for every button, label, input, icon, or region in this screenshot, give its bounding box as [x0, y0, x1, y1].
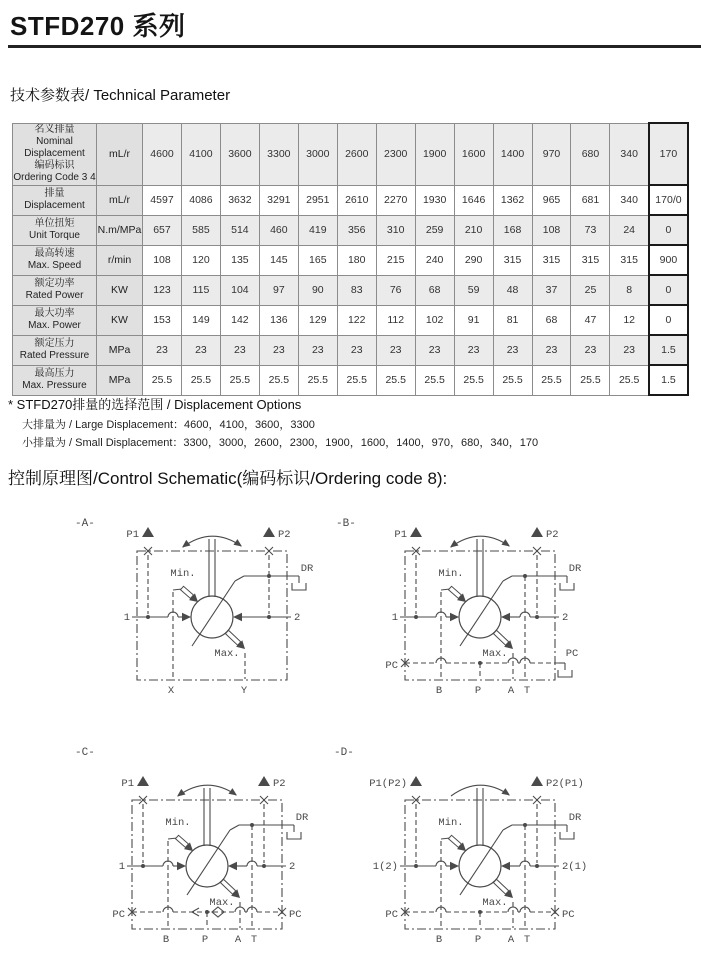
value-cell: 2300 — [376, 123, 415, 185]
p2-port-label: P2 — [546, 529, 559, 541]
p1-port-label: P1 — [121, 778, 134, 790]
bottom-port-label: P — [474, 685, 482, 697]
value-cell: 315 — [610, 245, 649, 275]
table-row — [13, 215, 689, 245]
row-label-line: Unit Torque — [29, 230, 80, 241]
bottom-port-label: P — [201, 934, 209, 946]
value-cell: 0 — [649, 305, 688, 335]
value-cell: 25.5 — [415, 365, 454, 395]
value-cell: 68 — [415, 275, 454, 305]
bottom-port-label: B — [435, 685, 443, 697]
value-cell: 1646 — [454, 185, 493, 215]
row-label-cell — [13, 275, 97, 305]
row-label-line: Max. Speed — [27, 260, 82, 271]
pc-right-label: PC — [565, 648, 579, 660]
bottom-port-label: A — [507, 934, 515, 946]
pc-right-label: PC — [289, 909, 302, 921]
value-cell: 25.5 — [181, 365, 220, 395]
value-cell: 108 — [143, 245, 182, 275]
dr-port-label: DR — [300, 563, 314, 575]
value-cell: 2610 — [337, 185, 376, 215]
tech-param-heading: 技术参数表/ Technical Parameter — [10, 87, 231, 104]
bottom-port-label: Y — [240, 685, 248, 697]
value-cell: 3000 — [298, 123, 337, 185]
value-cell: 23 — [610, 335, 649, 365]
note-small-displacement: 小排量为 / Small Displacement：3300，3000，2600，2300，1900，1600，1400，970，680，340，170 — [22, 437, 539, 449]
schematic-graphics — [385, 527, 582, 697]
value-cell: 25.5 — [571, 365, 610, 395]
p1-port-label: P1(P2) — [369, 778, 407, 790]
value-cell: 2951 — [298, 185, 337, 215]
value-cell: 142 — [220, 305, 259, 335]
value-cell: 1930 — [415, 185, 454, 215]
p1-port-label: P1 — [394, 529, 407, 541]
bottom-port-label: P — [474, 934, 482, 946]
row-label-cell — [13, 215, 97, 245]
page-title: STFD270 系列 — [10, 11, 186, 41]
value-cell: 102 — [415, 305, 454, 335]
value-cell: 210 — [454, 215, 493, 245]
schematic-cell-c — [55, 745, 355, 980]
pc-left-label: PC — [112, 909, 125, 921]
value-cell: 315 — [532, 245, 571, 275]
row-label-line: 额定功率 — [34, 277, 75, 289]
value-cell: 3291 — [259, 185, 298, 215]
row-unit-cell: KW — [97, 305, 143, 335]
value-cell: 37 — [532, 275, 571, 305]
bottom-port-label: B — [435, 934, 443, 946]
row-label-line: 最高转速 — [34, 247, 75, 259]
port-left-label: 1 — [391, 612, 398, 624]
value-cell: 419 — [298, 215, 337, 245]
value-cell: 97 — [259, 275, 298, 305]
row-label-line: Nominal — [36, 135, 73, 147]
bottom-port-label: T — [523, 934, 531, 946]
value-cell: 585 — [181, 215, 220, 245]
table-row — [13, 305, 689, 335]
row-label-cell — [13, 245, 97, 275]
value-cell: 259 — [415, 215, 454, 245]
value-cell: 681 — [571, 185, 610, 215]
row-label-line: 额定压力 — [34, 337, 75, 349]
bottom-port-label: X — [167, 685, 175, 697]
value-cell: 68 — [532, 305, 571, 335]
value-cell: 23 — [454, 335, 493, 365]
value-cell: 1600 — [454, 123, 493, 185]
table-row — [13, 335, 689, 365]
value-cell: 108 — [532, 215, 571, 245]
schematic-graphics — [369, 776, 587, 946]
value-cell: 1900 — [415, 123, 454, 185]
value-cell: 1.5 — [649, 335, 688, 365]
value-cell: 165 — [298, 245, 337, 275]
min-label: Min. — [438, 817, 464, 829]
bottom-port-label: A — [507, 685, 515, 697]
p2-port-label: P2 — [273, 778, 286, 790]
schematic-drawing — [92, 762, 332, 958]
value-cell: 129 — [298, 305, 337, 335]
value-cell: 657 — [143, 215, 182, 245]
value-cell: 340 — [610, 185, 649, 215]
value-cell: 4100 — [181, 123, 220, 185]
value-cell: 81 — [493, 305, 532, 335]
row-label-line: Rated Pressure — [19, 350, 90, 361]
value-cell: 135 — [220, 245, 259, 275]
row-unit-cell: mL/r — [97, 123, 143, 185]
value-cell: 123 — [143, 275, 182, 305]
value-cell: 290 — [454, 245, 493, 275]
value-cell: 3600 — [220, 123, 259, 185]
row-unit-cell: N.m/MPa — [97, 215, 143, 245]
value-cell: 900 — [649, 245, 688, 275]
row-label-line: Max. Power — [28, 320, 81, 331]
row-unit-cell: MPa — [97, 365, 143, 395]
row-label-cell — [13, 305, 97, 335]
row-unit-cell: mL/r — [97, 185, 143, 215]
value-cell: 1400 — [493, 123, 532, 185]
row-unit-cell: MPa — [97, 335, 143, 365]
max-label: Max. — [482, 648, 508, 660]
bottom-port-label: T — [250, 934, 258, 946]
value-cell: 2270 — [376, 185, 415, 215]
p2-port-label: P2(P1) — [546, 778, 584, 790]
value-cell: 153 — [143, 305, 182, 335]
value-cell: 3632 — [220, 185, 259, 215]
value-cell: 340 — [610, 123, 649, 185]
bottom-port-label: A — [234, 934, 242, 946]
schematic-graphics — [124, 527, 314, 697]
max-label: Max. — [214, 648, 240, 660]
value-cell: 965 — [532, 185, 571, 215]
value-cell: 4086 — [181, 185, 220, 215]
row-label-cell — [13, 185, 97, 215]
value-cell: 4597 — [143, 185, 182, 215]
value-cell: 59 — [454, 275, 493, 305]
value-cell: 90 — [298, 275, 337, 305]
value-cell: 180 — [337, 245, 376, 275]
value-cell: 25 — [571, 275, 610, 305]
schematic-cell-d — [328, 745, 628, 980]
schematic-heading: 控制原理图/Control Schematic(编码标识/Ordering code 8): — [8, 469, 448, 488]
value-cell: 2600 — [337, 123, 376, 185]
max-label: Max. — [482, 897, 508, 909]
variant-label: -C- — [75, 747, 95, 759]
variant-label: -D- — [334, 747, 354, 759]
port-right-label: 2 — [562, 612, 569, 624]
value-cell: 24 — [610, 215, 649, 245]
p1-port-label: P1 — [126, 529, 139, 541]
value-cell: 120 — [181, 245, 220, 275]
value-cell: 240 — [415, 245, 454, 275]
value-cell: 83 — [337, 275, 376, 305]
port-left-label: 1 — [123, 612, 130, 624]
bottom-port-label: B — [162, 934, 170, 946]
port-right-label: 2(1) — [562, 861, 588, 873]
value-cell: 25.5 — [259, 365, 298, 395]
value-cell: 0 — [649, 215, 688, 245]
value-cell: 25.5 — [298, 365, 337, 395]
value-cell: 25.5 — [337, 365, 376, 395]
value-cell: 8 — [610, 275, 649, 305]
value-cell: 23 — [415, 335, 454, 365]
value-cell: 1362 — [493, 185, 532, 215]
technical-parameter-table — [12, 122, 689, 396]
value-cell: 115 — [181, 275, 220, 305]
variant-label: -A- — [75, 518, 95, 530]
value-cell: 145 — [259, 245, 298, 275]
row-label-cell — [13, 335, 97, 365]
value-cell: 76 — [376, 275, 415, 305]
value-cell: 23 — [298, 335, 337, 365]
row-label-line: 名义排量 — [34, 123, 75, 135]
row-label-line: Ordering Code 3 4 — [13, 172, 96, 184]
value-cell: 23 — [571, 335, 610, 365]
dr-port-label: DR — [568, 812, 582, 824]
value-cell: 315 — [493, 245, 532, 275]
value-cell: 12 — [610, 305, 649, 335]
port-left-label: 1(2) — [372, 861, 398, 873]
value-cell: 168 — [493, 215, 532, 245]
value-cell: 23 — [220, 335, 259, 365]
value-cell: 0 — [649, 275, 688, 305]
value-cell: 215 — [376, 245, 415, 275]
row-label-line: Displacement — [24, 200, 85, 211]
max-label: Max. — [209, 897, 235, 909]
schematic-graphics — [112, 776, 309, 946]
row-unit-cell: KW — [97, 275, 143, 305]
value-cell: 73 — [571, 215, 610, 245]
table-row — [13, 123, 689, 185]
value-cell: 680 — [571, 123, 610, 185]
value-cell: 25.5 — [532, 365, 571, 395]
table-row — [13, 365, 689, 395]
value-cell: 23 — [259, 335, 298, 365]
value-cell: 460 — [259, 215, 298, 245]
value-cell: 310 — [376, 215, 415, 245]
schematic-cell-b — [328, 513, 628, 748]
value-cell: 315 — [571, 245, 610, 275]
row-label-line: Max. Pressure — [22, 380, 87, 391]
value-cell: 25.5 — [454, 365, 493, 395]
variant-label: -B- — [336, 518, 356, 530]
value-cell: 25.5 — [376, 365, 415, 395]
value-cell: 48 — [493, 275, 532, 305]
row-label-cell — [13, 123, 97, 185]
value-cell: 25.5 — [493, 365, 532, 395]
value-cell: 136 — [259, 305, 298, 335]
value-cell: 91 — [454, 305, 493, 335]
value-cell: 170/0 — [649, 185, 688, 215]
value-cell: 149 — [181, 305, 220, 335]
row-label-line: 排量 — [44, 187, 65, 199]
min-label: Min. — [165, 817, 191, 829]
schematic-drawing — [97, 513, 337, 709]
min-label: Min. — [438, 568, 464, 580]
port-left-label: 1 — [118, 861, 125, 873]
value-cell: 170 — [649, 123, 688, 185]
value-cell: 25.5 — [220, 365, 259, 395]
value-cell: 23 — [376, 335, 415, 365]
pc-left-label: PC — [385, 660, 398, 672]
p2-port-label: P2 — [278, 529, 291, 541]
value-cell: 23 — [337, 335, 376, 365]
title-divider — [8, 45, 701, 48]
value-cell: 3300 — [259, 123, 298, 185]
row-label-line: Rated Power — [25, 290, 84, 301]
value-cell: 4600 — [143, 123, 182, 185]
schematic-drawing — [365, 513, 605, 709]
bottom-port-label: T — [523, 685, 531, 697]
table-row — [13, 185, 689, 215]
value-cell: 23 — [143, 335, 182, 365]
table-row — [13, 245, 689, 275]
value-cell: 25.5 — [610, 365, 649, 395]
value-cell: 112 — [376, 305, 415, 335]
row-label-line: 最大功率 — [34, 307, 75, 319]
value-cell: 23 — [181, 335, 220, 365]
pc-left-label: PC — [385, 909, 398, 921]
table-row — [13, 275, 689, 305]
schematic-drawing — [365, 762, 605, 958]
note-displacement-options: * STFD270排量的选择范围 / Displacement Options — [8, 397, 302, 412]
row-label-cell — [13, 365, 97, 395]
value-cell: 1.5 — [649, 365, 688, 395]
min-label: Min. — [170, 568, 196, 580]
port-right-label: 2 — [294, 612, 301, 624]
note-large-displacement: 大排量为 / Large Displacement：4600，4100，3600，3300 — [22, 419, 315, 431]
dr-port-label: DR — [568, 563, 582, 575]
row-label-line: Displacement — [24, 147, 85, 159]
value-cell: 970 — [532, 123, 571, 185]
value-cell: 122 — [337, 305, 376, 335]
schematic-cell-a — [60, 513, 360, 748]
value-cell: 514 — [220, 215, 259, 245]
value-cell: 25.5 — [143, 365, 182, 395]
row-unit-cell: r/min — [97, 245, 143, 275]
port-right-label: 2 — [289, 861, 296, 873]
pc-right-label: PC — [562, 909, 575, 921]
value-cell: 104 — [220, 275, 259, 305]
value-cell: 356 — [337, 215, 376, 245]
row-label-line: 最高压力 — [34, 367, 75, 379]
row-label-line: 单位扭矩 — [34, 217, 75, 229]
row-label-line: 编码标识 — [34, 160, 75, 172]
value-cell: 23 — [493, 335, 532, 365]
dr-port-label: DR — [295, 812, 309, 824]
value-cell: 23 — [532, 335, 571, 365]
value-cell: 47 — [571, 305, 610, 335]
